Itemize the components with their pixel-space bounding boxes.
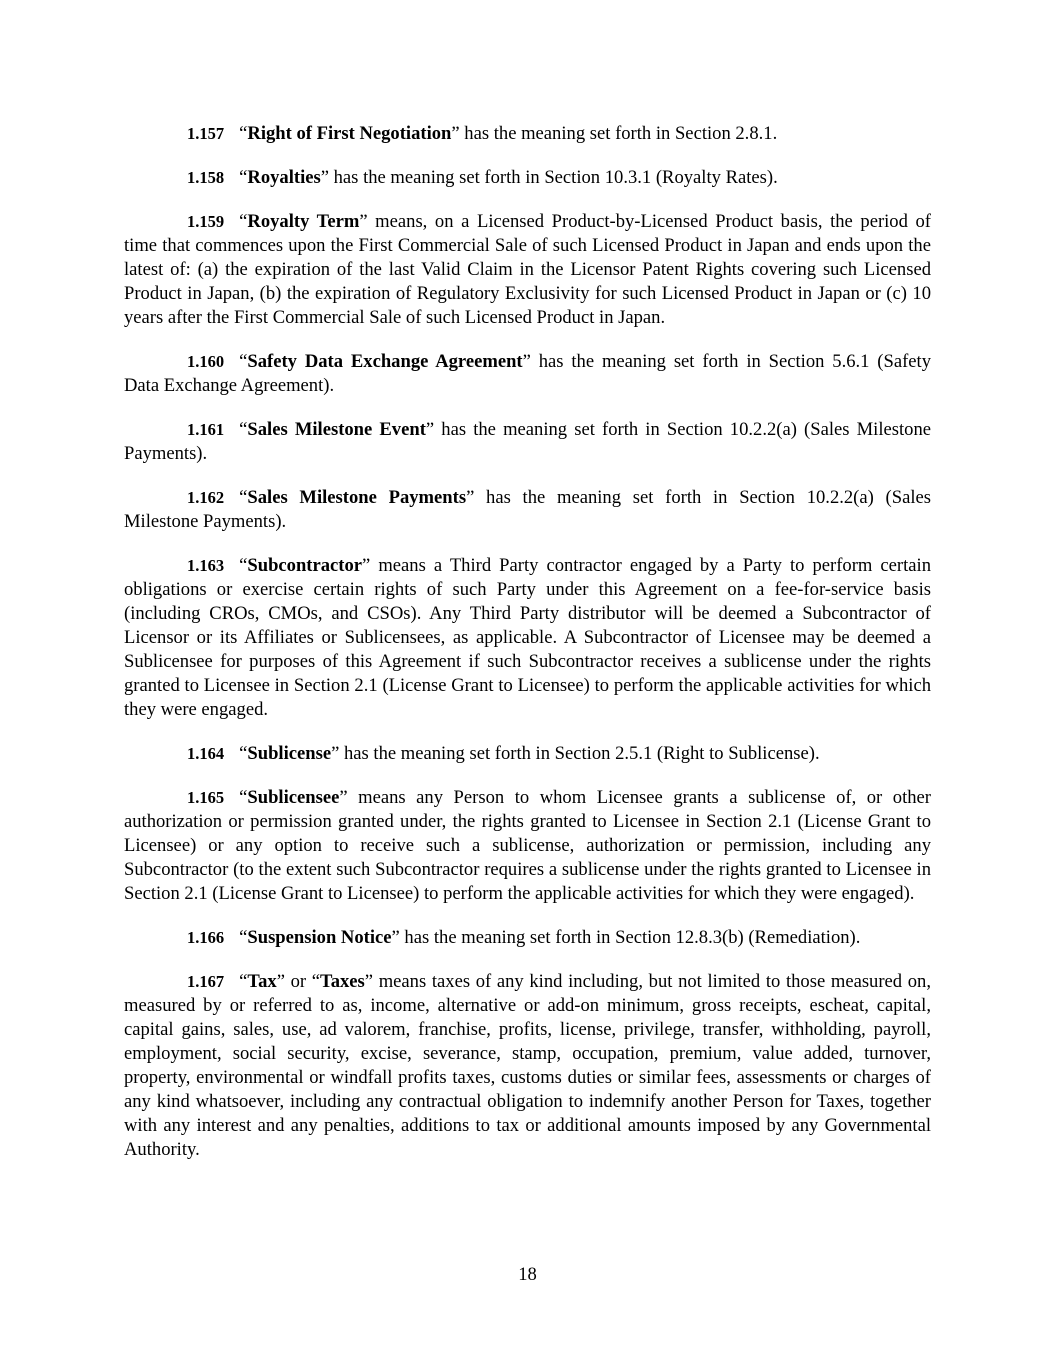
page-number: 18	[518, 1264, 537, 1285]
definition-text: ” has the meaning set forth in Section 10.2.2(a) (Sales Milestone Payments).	[124, 487, 931, 532]
defined-term: Sales Milestone Event	[247, 419, 426, 440]
section-number: 1.158	[187, 168, 225, 187]
document-body	[124, 122, 931, 1182]
definition-1-159	[124, 210, 931, 330]
defined-term: Sales Milestone Payments	[247, 487, 467, 508]
definition-1-157	[124, 122, 931, 146]
definition-text: ” has the meaning set forth in Section 2.5.1 (Right to Sublicense).	[331, 743, 820, 764]
quote-open: “	[239, 971, 248, 992]
defined-term-alt: Taxes	[320, 971, 365, 992]
definition-text: ” has the meaning set forth in Section 10.2.2(a) (Sales Milestone Payments).	[124, 419, 931, 464]
definition-text: ” means, on a Licensed Product-by-Licensed Product basis, the period of time that commences upon the First Commercial Sale of such Licensed Product in Japan and ends upon the latest of: (a) the expiration of the last Valid Claim in the Licensor Patent Rights covering such Licensed Product in Japan, (b) the expiration of Regulatory Exclusivity for such Licensed Product in Japan or (c) 10 years after the First Commercial Sale of such Licensed Product in Japan.	[124, 211, 931, 328]
definition-1-158	[124, 166, 931, 190]
definition-text: ” means taxes of any kind including, but not limited to those measured on, measured by or referred to as, income, alternative or add-on minimum, gross receipts, escheat, capital, capital gains, sales, use, ad valorem, franchise, profits, license, privilege, transfer, withholding, payroll, employment, social security, excise, severance, stamp, occupation, premium, value added, turnover, property, environmental or windfall profits taxes, customs duties or similar fees, assessments or charges of any kind whatsoever, including any contractual obligation to indemnify another Person for Taxes, together with any interest and any penalties, additions to tax or additional amounts imposed by any Governmental Authority.	[124, 971, 932, 1160]
defined-term: Subcontractor	[247, 555, 363, 576]
definition-1-166	[124, 926, 931, 950]
definition-1-162	[124, 486, 931, 534]
section-number: 1.164	[187, 744, 225, 763]
definition-text-connector: ” or “	[276, 971, 321, 992]
definition-text: ” means any Person to whom Licensee grants a sublicense of, or other authorization or permission granted under, the rights granted to Licensee in Section 2.1 (License Grant to Licensee) or any option to receive such a sublicense, authorization or permission, including any Subcontractor (to the extent such Subcontractor requires a sublicense under the rights granted to Licensee in Section 2.1 (License Grant to Licensee) to perform the applicable activities for which they were engaged).	[124, 787, 931, 904]
definition-1-167	[124, 970, 931, 1162]
definition-1-165	[124, 786, 931, 906]
quote-open: “	[239, 787, 248, 808]
definition-text: ” has the meaning set forth in Section 12.8.3(b) (Remediation).	[391, 927, 861, 948]
definition-1-161	[124, 418, 931, 466]
defined-term: Royalty Term	[247, 211, 360, 232]
defined-term: Right of First Negotiation	[247, 123, 452, 144]
section-number: 1.167	[187, 972, 225, 991]
defined-term: Safety Data Exchange Agreement	[247, 351, 523, 372]
quote-open: “	[239, 419, 248, 440]
quote-open: “	[239, 555, 248, 576]
section-number: 1.157	[187, 124, 225, 143]
definition-text: ” has the meaning set forth in Section 10.3.1 (Royalty Rates).	[320, 167, 778, 188]
quote-open: “	[239, 351, 248, 372]
section-number: 1.159	[187, 212, 225, 231]
quote-open: “	[239, 487, 248, 508]
section-number: 1.163	[187, 556, 225, 575]
definition-text: ” has the meaning set forth in Section 5.6.1 (Safety Data Exchange Agreement).	[124, 351, 932, 396]
definition-1-160	[124, 350, 931, 398]
section-number: 1.165	[187, 788, 225, 807]
defined-term: Sublicensee	[247, 787, 340, 808]
defined-term: Tax	[247, 971, 277, 992]
defined-term: Sublicense	[247, 743, 332, 764]
quote-open: “	[239, 211, 248, 232]
quote-open: “	[239, 743, 248, 764]
quote-open: “	[239, 167, 248, 188]
quote-open: “	[239, 123, 248, 144]
definition-1-164	[124, 742, 931, 766]
definition-1-163	[124, 554, 931, 722]
section-number: 1.166	[187, 928, 225, 947]
quote-open: “	[239, 927, 248, 948]
definition-text: ” has the meaning set forth in Section 2.8.1.	[451, 123, 778, 144]
defined-term: Royalties	[247, 167, 321, 188]
defined-term: Suspension Notice	[247, 927, 392, 948]
section-number: 1.160	[187, 352, 225, 371]
definition-text: ” means a Third Party contractor engaged by a Party to perform certain obligations or exercise certain rights of such Party under this Agreement on a fee-for-service basis (including CROs, CMOs, and CSOs). Any Third Party distributor will be deemed a Subcontractor of Licensor or its Affiliates or Sublicensees, as applicable. A Subcontractor of Licensee may be deemed a Sublicensee for purposes of this Agreement if such Subcontractor receives a sublicense under the rights granted to Licensee in Section 2.1 (License Grant to Licensee) to perform the applicable activities for which they were engaged.	[124, 555, 931, 720]
section-number: 1.161	[187, 420, 225, 439]
section-number: 1.162	[187, 488, 225, 507]
